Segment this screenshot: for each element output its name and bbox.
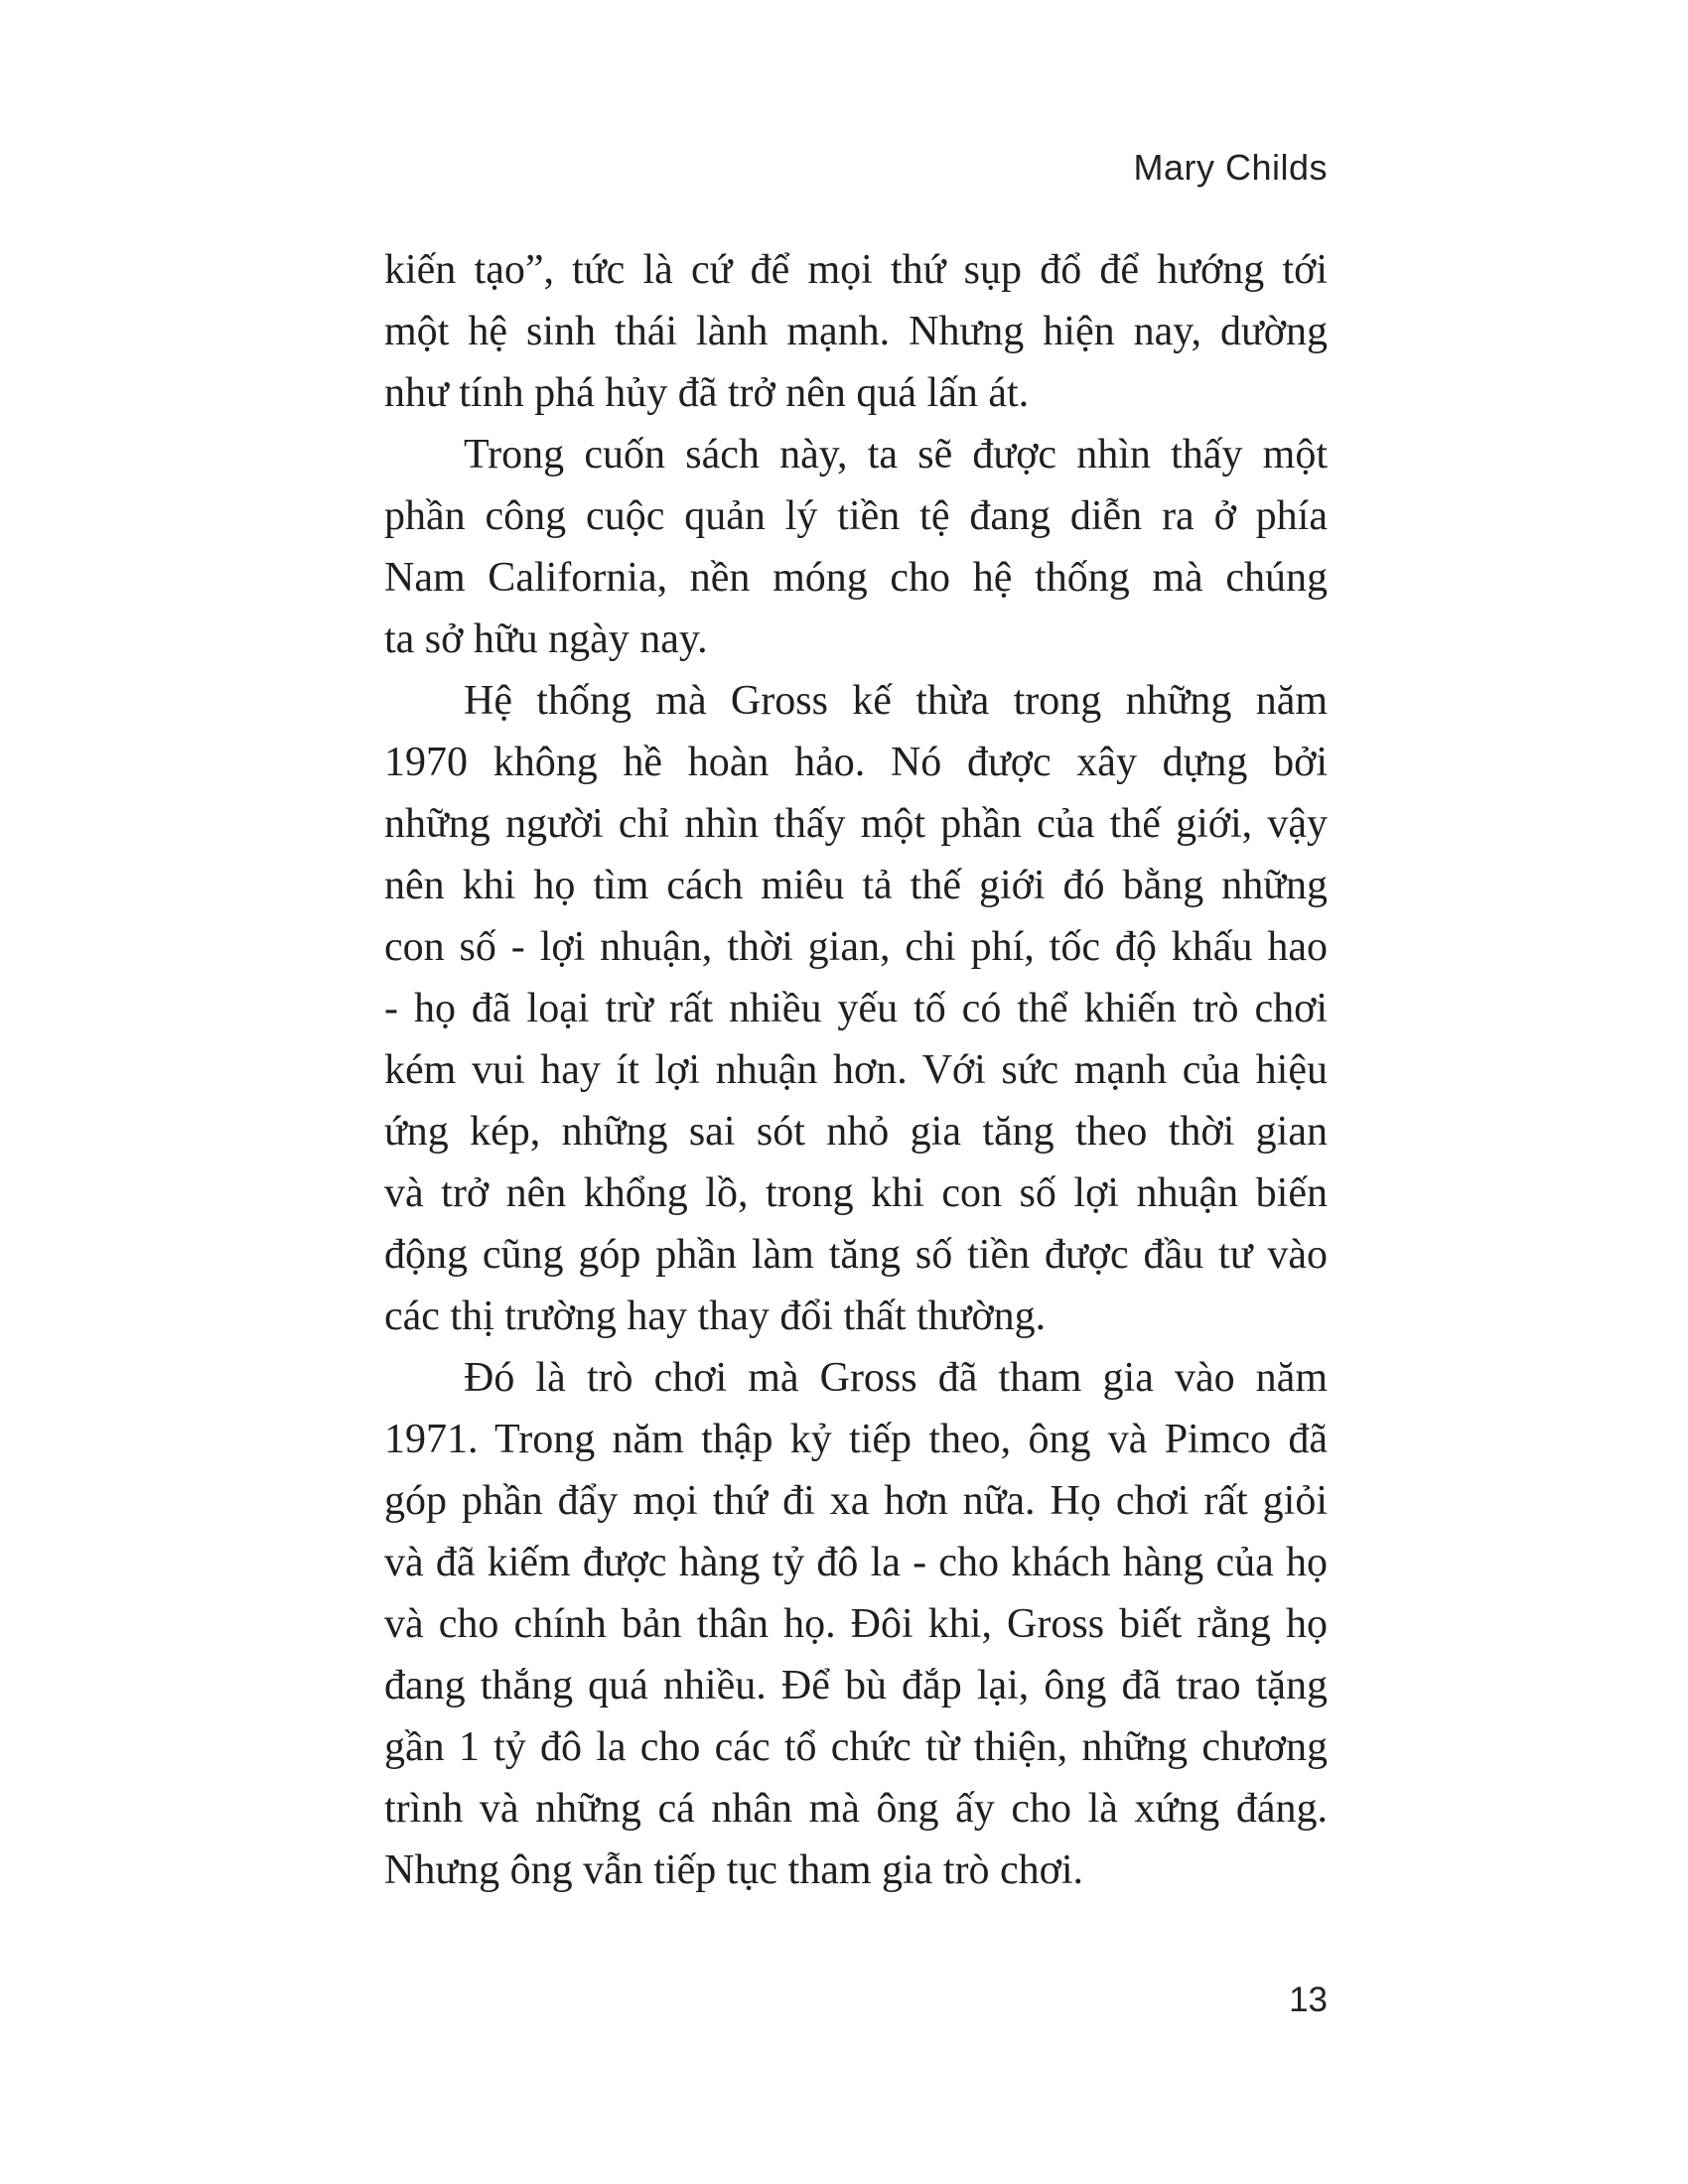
- text-line: động cũng góp phần làm tăng số tiền được đầu tư vào: [384, 1232, 1328, 1278]
- text-line: một hệ sinh thái lành mạnh. Nhưng hiện nay, dường: [384, 309, 1328, 354]
- running-header-author: Mary Childs: [1133, 147, 1328, 188]
- text-line: Đó là trò chơi mà Gross đã tham gia vào năm: [464, 1355, 1328, 1401]
- text-line: nên khi họ tìm cách miêu tả thế giới đó bằng những: [384, 863, 1328, 908]
- paragraph-3: [384, 670, 1328, 1347]
- text-line: phần công cuộc quản lý tiền tệ đang diễn ra ở phía: [384, 493, 1328, 539]
- body-text: [384, 239, 1328, 1901]
- paragraph-1: [384, 239, 1328, 424]
- text-line: 1971. Trong năm thập kỷ tiếp theo, ông và Pimco đã: [384, 1417, 1328, 1462]
- text-line: đang thắng quá nhiều. Để bù đắp lại, ông đã trao tặng: [384, 1663, 1328, 1708]
- text-line: như tính phá hủy đã trở nên quá lấn át.: [384, 370, 1030, 416]
- text-line: Hệ thống mà Gross kế thừa trong những năm: [464, 678, 1328, 724]
- paragraph-4: [384, 1347, 1328, 1901]
- text-line: ứng kép, những sai sót nhỏ gia tăng theo thời gian: [384, 1109, 1328, 1155]
- text-line: con số - lợi nhuận, thời gian, chi phí, tốc độ khấu hao: [384, 924, 1328, 970]
- text-line: và cho chính bản thân họ. Đôi khi, Gross biết rằng họ: [384, 1601, 1328, 1647]
- text-line: trình và những cá nhân mà ông ấy cho là xứng đáng.: [384, 1786, 1328, 1832]
- text-line: 1970 không hề hoàn hảo. Nó được xây dựng bởi: [384, 740, 1328, 785]
- text-line: các thị trường hay thay đổi thất thường.: [384, 1294, 1047, 1339]
- text-line: kiến tạo”, tức là cứ để mọi thứ sụp đổ để hướng tới: [384, 247, 1328, 293]
- text-line: Nhưng ông vẫn tiếp tục tham gia trò chơi.: [384, 1847, 1083, 1893]
- text-line: góp phần đẩy mọi thứ đi xa hơn nữa. Họ chơi rất giỏi: [384, 1478, 1328, 1524]
- text-line: và trở nên khổng lồ, trong khi con số lợi nhuận biến: [384, 1170, 1328, 1216]
- page-number: 13: [1289, 1980, 1328, 2019]
- paragraph-2: [384, 424, 1328, 670]
- text-line: và đã kiếm được hàng tỷ đô la - cho khách hàng của họ: [384, 1540, 1328, 1585]
- text-line: những người chỉ nhìn thấy một phần của thế giới, vậy: [384, 801, 1328, 847]
- text-line: Trong cuốn sách này, ta sẽ được nhìn thấy một: [464, 432, 1328, 478]
- text-line: - họ đã loại trừ rất nhiều yếu tố có thể khiến trò chơi: [384, 986, 1328, 1031]
- text-line: gần 1 tỷ đô la cho các tổ chức từ thiện, những chương: [384, 1724, 1328, 1770]
- text-line: kém vui hay ít lợi nhuận hơn. Với sức mạnh của hiệu: [384, 1047, 1328, 1093]
- text-line: Nam California, nền móng cho hệ thống mà chúng: [384, 555, 1328, 601]
- text-line: ta sở hữu ngày nay.: [384, 616, 708, 662]
